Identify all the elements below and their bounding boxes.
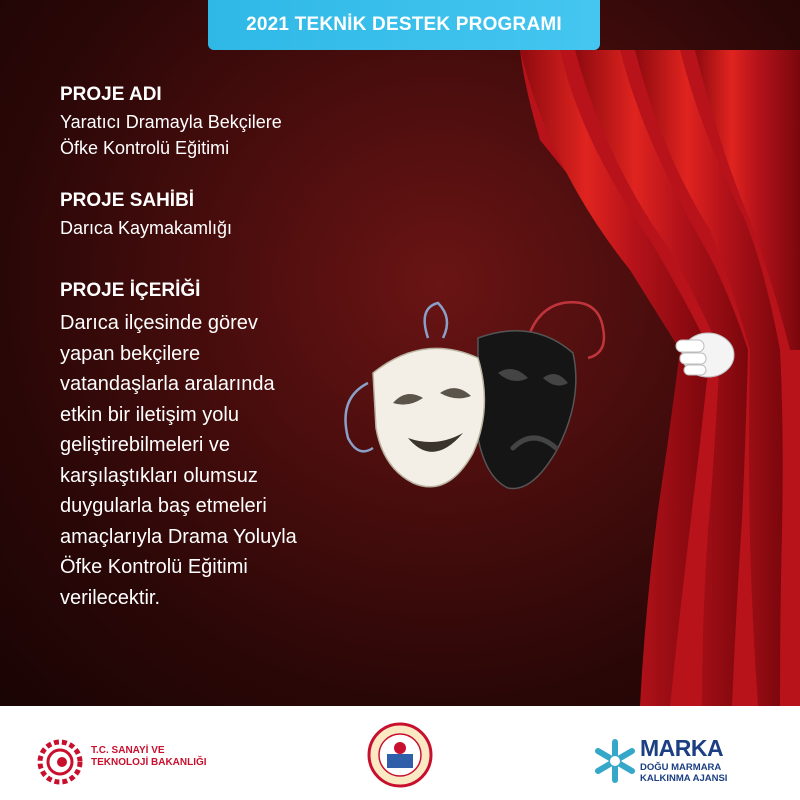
ministry-name-line: T.C. SANAYİ VE bbox=[91, 745, 165, 756]
ministry-name bbox=[91, 745, 207, 769]
project-owner-value: Darıca Kaymakamlığı bbox=[60, 218, 233, 238]
content-line: etkin bir iletişim yolu bbox=[60, 403, 239, 426]
theater-masks-icon bbox=[328, 298, 628, 498]
content-line: amaçlarıyla Drama Yoluyla bbox=[60, 525, 297, 548]
program-title: 2021 TEKNİK DESTEK PROGRAMI bbox=[246, 14, 562, 35]
program-banner bbox=[208, 0, 600, 50]
project-name-line: Öfke Kontrolü Eğitimi bbox=[60, 138, 230, 158]
project-name-line: Yaratıcı Dramayla Bekçilere bbox=[60, 112, 282, 132]
project-content-section bbox=[60, 280, 297, 613]
content-line: karşılaştıkları olumsuz bbox=[60, 464, 258, 487]
content-line: vatandaşlarla aralarında bbox=[60, 373, 275, 395]
content-line: geliştirebilmeleri ve bbox=[60, 434, 231, 456]
district-governorship-seal-icon bbox=[367, 722, 433, 788]
agency-name: MARKA bbox=[640, 735, 724, 761]
content-line: Darıca ilçesinde görev bbox=[60, 312, 258, 334]
ministry-gear-logo-icon bbox=[36, 738, 84, 786]
marka-star-logo-icon bbox=[592, 738, 638, 784]
agency-subtitle bbox=[640, 762, 727, 784]
project-name-section bbox=[60, 84, 282, 161]
project-owner-section bbox=[60, 190, 232, 241]
project-content-label: PROJE İÇERİĞİ bbox=[60, 280, 201, 301]
glove-icon bbox=[676, 333, 734, 377]
content-line: verilecektir. bbox=[60, 586, 161, 609]
project-name-label: PROJE ADI bbox=[60, 84, 162, 105]
project-owner-label: PROJE SAHİBİ bbox=[60, 190, 195, 211]
ministry-name-line: TEKNOLOJİ BAKANLIĞI bbox=[91, 757, 207, 768]
content-line: yapan bekçilere bbox=[60, 342, 201, 365]
content-line: duygularla baş etmeleri bbox=[60, 495, 267, 517]
agency-subtitle-line: KALKINMA AJANSI bbox=[640, 773, 728, 784]
content-line: Öfke Kontrolü Eğitimi bbox=[60, 556, 248, 578]
agency-subtitle-line: DOĞU MARMARA bbox=[640, 762, 722, 773]
